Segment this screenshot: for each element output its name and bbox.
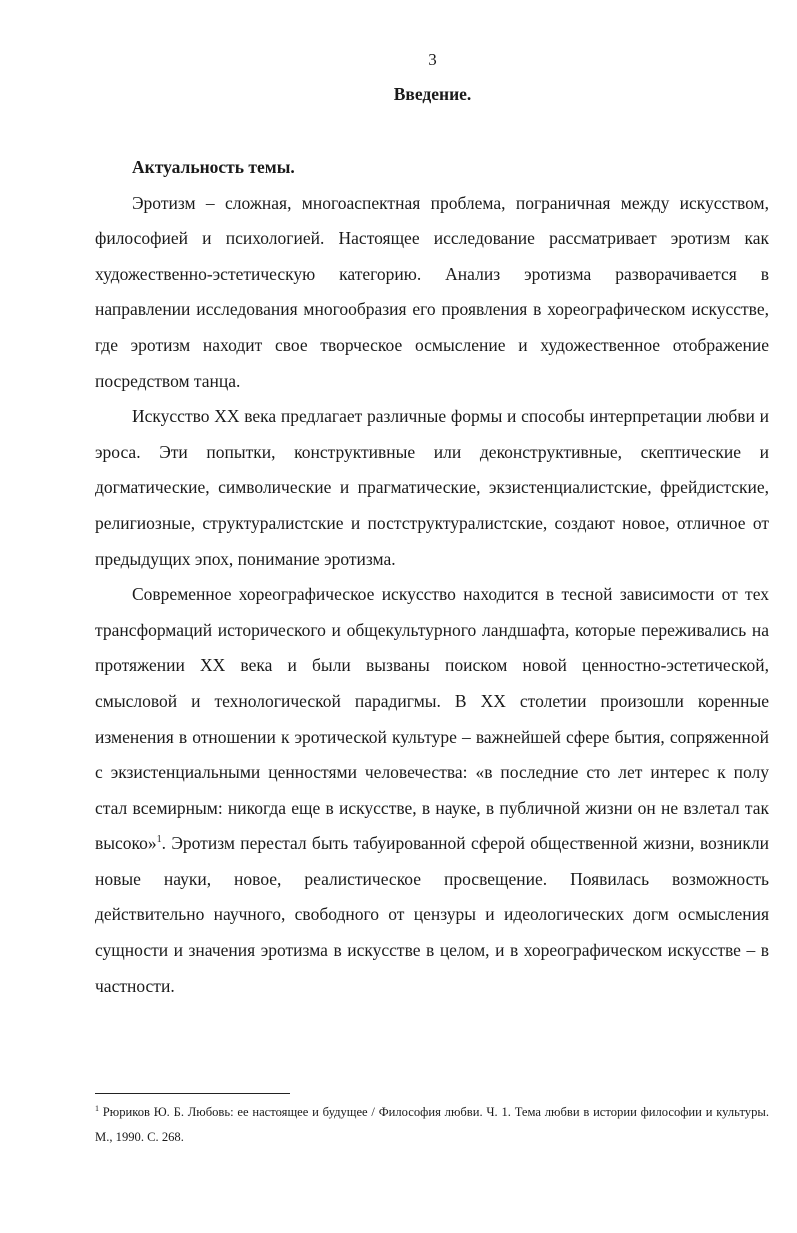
paragraph-3-end: . — [161, 833, 167, 854]
body-text — [95, 150, 769, 1004]
page-number: 3 — [428, 50, 437, 69]
footnote-reference: 1 — [156, 834, 162, 846]
footnote-text: Рюриков Ю. Б. Любовь: ее настоящее и будущее / Философия любви. Ч. 1. Тема любви в истории философии и культуры. М., 1990. С. 268. — [95, 1105, 769, 1144]
section-subheading: Актуальность темы. — [132, 157, 295, 177]
footnote-marker: 1 — [95, 1103, 99, 1113]
footnote — [95, 1100, 769, 1150]
paragraph-3-text: Современное хореографическое искусство находится в тесной зависимости от тех трансформаций исторического и общекультурного ландшафта, которые переживались на протяжении XX века и были вызваны поиском новой ценностно-эстетической, смысловой и технологической парадигмы. В XX столетии произошли коренные изменения в отношении к эротической культуре – важнейшей сфере бытия, сопряженной с экзистенциальными ценностями человечества: «в последние сто лет интерес к полу стал всемирным: никогда еще в искусстве, в науке, в публичной жизни он не взлетал так высоко» — [95, 584, 769, 854]
footnote-divider — [95, 1093, 290, 1094]
paragraph-2: Искусство XX века предлагает различные формы и способы интерпретации любви и эроса. Эти попытки, конструктивные или деконструктивные, скептические и догматические, символические и прагматические, экзистенциалистские, фрейдистские, религиозные, структуралистские и постструктуралистские, создают новое, отличное от предыдущих эпох, понимание эротизма. — [95, 406, 769, 569]
paragraph-3-continuation: Эротизм перестал быть табуированной сферой общественной жизни, возникли новые науки, новое, реалистическое просвещение. Появилась возможность действительно научного, свободного от цензуры и идеологических догм осмысления сущности и значения эротизма в искусстве в целом, и в хореографическом искусстве – в частности. — [95, 833, 770, 996]
page-title: Введение. — [393, 84, 472, 104]
paragraph-1: Эротизм – сложная, многоаспектная проблема, пограничная между искусством, философией и психологией. Настоящее исследование рассматривает эротизм как художественно-эстетическую категорию. Анализ эротизма разворачивается в направлении исследования многообразия его проявления в хореографическом искусстве, где эротизм находит свое творческое осмысление и художественное отображение посредством танца. — [95, 192, 769, 391]
paragraph-3 — [95, 577, 769, 1004]
